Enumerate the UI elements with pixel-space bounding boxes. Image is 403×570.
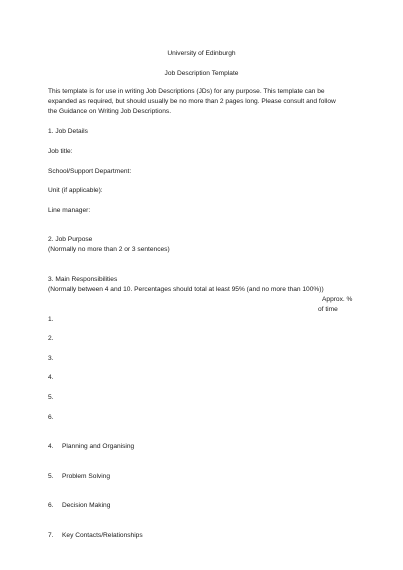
responsibility-item-5: 5.	[48, 394, 54, 401]
intro-line-1: This template is for use in writing Job Descriptions (JDs) for any purpose. This template can be	[48, 88, 325, 95]
responsibility-item-4: 4.	[48, 374, 54, 381]
section-6-heading: Decision Making	[62, 502, 111, 509]
section-4-number: 4.	[48, 443, 54, 450]
section-1-heading: 1. Job Details	[48, 128, 88, 135]
time-column-header-line-1: Approx. %	[322, 296, 353, 303]
document-title: Job Description Template	[164, 70, 239, 77]
field-unit: Unit (if applicable):	[48, 187, 103, 194]
section-5-heading: Problem Solving	[62, 473, 111, 480]
intro-line-2: expanded as required, but should usually be no more than 2 pages long. Please consult and follow	[48, 98, 336, 105]
section-6-number: 6.	[48, 502, 54, 509]
section-5-number: 5.	[48, 473, 54, 480]
section-3-heading: 3. Main Responsibilities	[48, 276, 118, 283]
responsibility-item-2: 2.	[48, 335, 54, 342]
responsibility-item-6: 6.	[48, 414, 54, 421]
field-line-manager: Line manager:	[48, 207, 91, 214]
responsibility-item-3: 3.	[48, 355, 54, 362]
field-job-title: Job title:	[48, 148, 73, 155]
field-department: School/Support Department:	[48, 168, 132, 175]
institution-name: University of Edinburgh	[167, 50, 236, 57]
section-2-note: (Normally no more than 2 or 3 sentences)	[48, 246, 170, 253]
section-4-heading: Planning and Organising	[62, 443, 135, 450]
section-7-heading: Key Contacts/Relationships	[62, 532, 143, 539]
section-7-number: 7.	[48, 532, 54, 539]
time-column-header-line-2: of time	[318, 306, 338, 313]
section-2-heading: 2. Job Purpose	[48, 236, 93, 243]
intro-line-3: the Guidance on Writing Job Descriptions.	[48, 108, 172, 115]
section-3-note: (Normally between 4 and 10. Percentages should total at least 95% (and no more than 100%))	[48, 286, 324, 293]
responsibility-item-1: 1.	[48, 316, 54, 323]
